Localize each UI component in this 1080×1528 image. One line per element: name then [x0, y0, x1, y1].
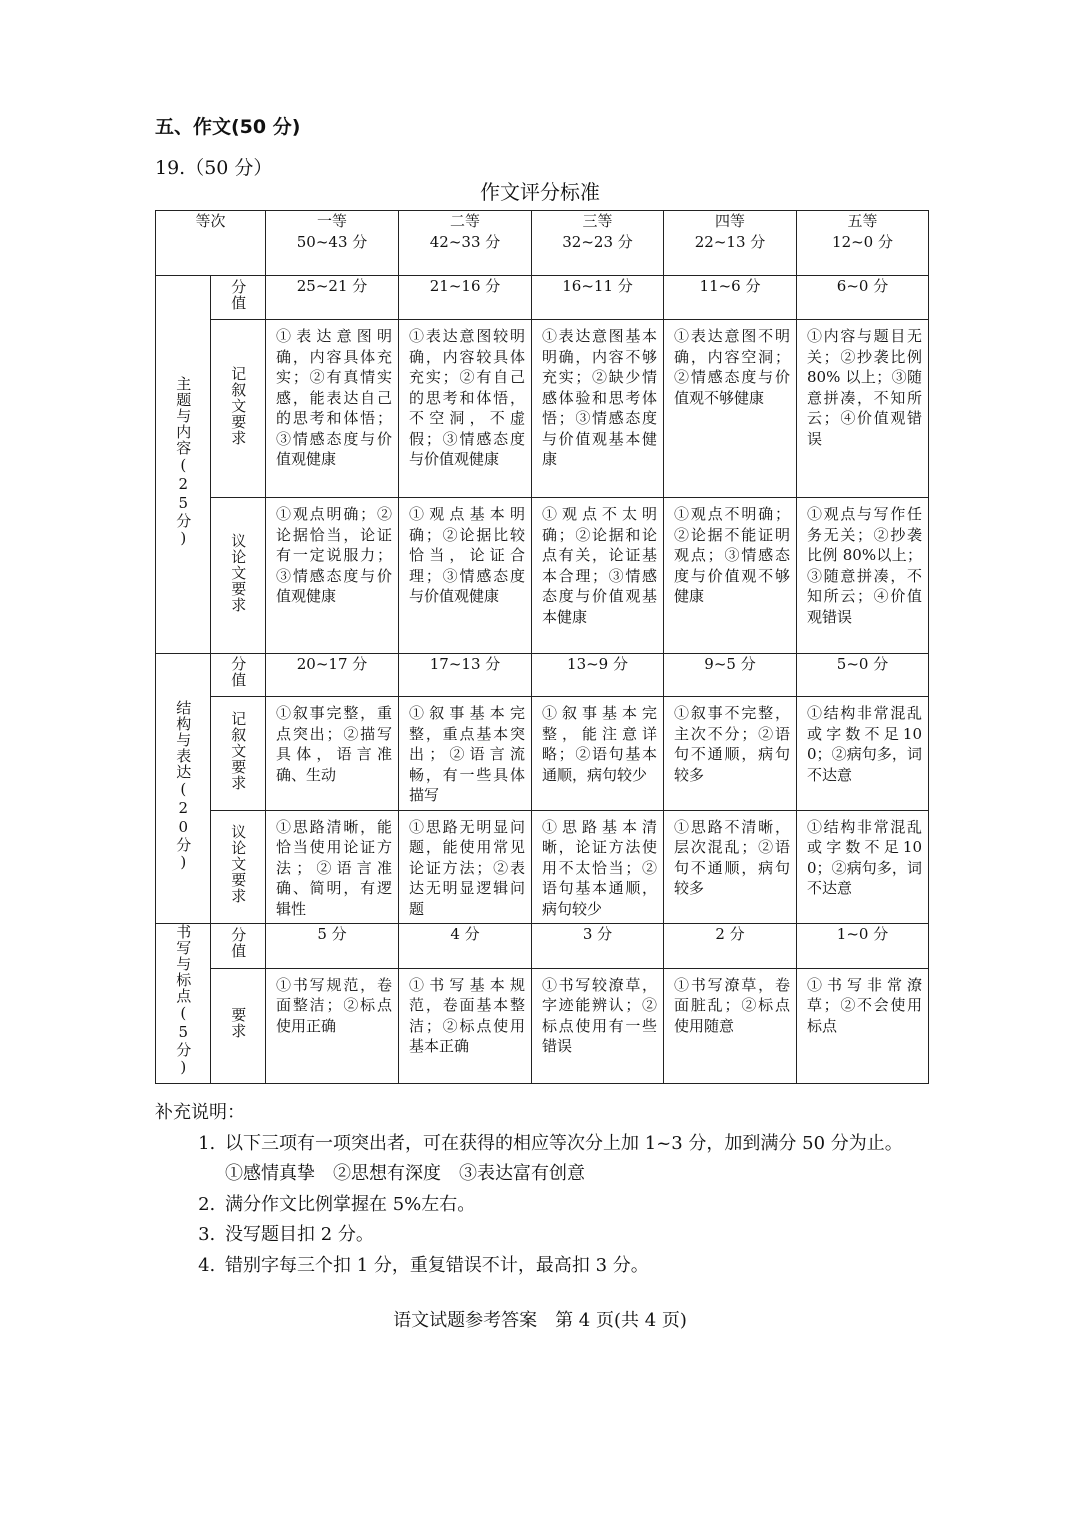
desc-cell: ①书写潦草，卷面脏乱；②标点使用随意: [664, 968, 797, 1083]
desc-cell: ①表达意图不明确，内容空洞；②情感态度与价值观不够健康: [664, 320, 797, 498]
section-title: 五、作文(50 分): [155, 116, 301, 138]
grade-name: 四等: [715, 212, 746, 230]
structure-argument-row: [156, 810, 929, 924]
grade-4: [664, 211, 797, 276]
desc-cell: ①观点不太明确；②论据和论点有关，论证基本合理；③情感态度与价值观基本健康: [532, 498, 664, 654]
score-cell: 21~16 分: [399, 276, 532, 320]
score-cell: 25~21 分: [266, 276, 399, 320]
desc-cell: ①结构非常混乱或字数不足100；②病句多，词不达意: [797, 810, 929, 924]
desc-cell: ①结构非常混乱或字数不足100；②病句多，词不达意: [797, 697, 929, 811]
argument-label: 议论文要求: [211, 498, 266, 654]
table-title: 作文评分标准: [480, 180, 600, 204]
structure-score-row: [156, 654, 929, 697]
grade-range: 12~0 分: [832, 232, 893, 251]
desc-cell: ①思路无明显问题，能使用常见论证方法；②表达无明显逻辑问题: [399, 810, 532, 924]
question-title: 19.（50 分）: [155, 157, 273, 179]
note-item-sub: ①感情真挚 ②思想有深度 ③表达富有创意: [225, 1163, 585, 1184]
rubric-table: [155, 210, 929, 1084]
notes-heading: 补充说明：: [155, 1102, 245, 1123]
desc-cell: ①书写非常潦草；②不会使用标点: [797, 968, 929, 1083]
desc-cell: ①观点明确；②论据恰当，论证有一定说服力；③情感态度与价值观健康: [266, 498, 399, 654]
score-cell: 13~9 分: [532, 654, 664, 697]
score-cell: 1~0 分: [797, 924, 929, 969]
page-footer: 语文试题参考答案 第 4 页(共 4 页): [393, 1310, 687, 1331]
score-cell: 5 分: [266, 924, 399, 969]
score-cell: 11~6 分: [664, 276, 797, 320]
writing-req-row: [156, 968, 929, 1083]
score-cell: 5~0 分: [797, 654, 929, 697]
score-label: 分值: [211, 924, 266, 969]
note-item: 3. 没写题目扣 2 分。: [221, 1220, 903, 1251]
grade-name: 五等: [847, 212, 878, 230]
score-cell: 16~11 分: [532, 276, 664, 320]
score-cell: 4 分: [399, 924, 532, 969]
desc-cell: ①思路基本清晰，论证方法使用不太恰当；②语句基本通顺，病句较少: [532, 810, 664, 924]
score-cell: 3 分: [532, 924, 664, 969]
note-item: 2. 满分作文比例掌握在 5%左右。: [221, 1190, 903, 1221]
desc-cell: ①思路清晰，能恰当使用论证方法；②语言准确、简明，有逻辑性: [266, 810, 399, 924]
theme-argument-row: [156, 498, 929, 654]
theme-narrative-row: [156, 320, 929, 498]
grade-2: [399, 211, 532, 276]
desc-cell: ①叙事基本完整，重点基本突出；②语言流畅，有一些具体描写: [399, 697, 532, 811]
grade-1: [266, 211, 399, 276]
score-label: 分值: [211, 654, 266, 697]
theme-category: 主题与内容(25分): [156, 276, 211, 654]
desc-cell: ①观点与写作任务无关；②抄袭比例 80%以上；③随意拼凑，不知所云；④价值观错误: [797, 498, 929, 654]
req-label: 要求: [211, 968, 266, 1083]
grade-range: 42~33 分: [429, 232, 501, 251]
desc-cell: ①思路不清晰，层次混乱；②语句不通顺，病句较多: [664, 810, 797, 924]
desc-cell: ①表达意图基本明确，内容不够充实；②缺少情感体验和思考体悟；③情感态度与价值观基本健康: [532, 320, 664, 498]
desc-cell: ①书写规范，卷面整洁；②标点使用正确: [266, 968, 399, 1083]
narrative-label: 记叙文要求: [211, 697, 266, 811]
grade-name: 一等: [317, 212, 348, 230]
grade-range: 22~13 分: [694, 232, 766, 251]
desc-cell: ①书写基本规范，卷面基本整洁；②标点使用基本正确: [399, 968, 532, 1083]
grade-range: 50~43 分: [296, 232, 368, 251]
desc-cell: ①内容与题目无关；②抄袭比例 80% 以上；③随意拼凑，不知所云；④价值观错误: [797, 320, 929, 498]
grade-range: 32~23 分: [562, 232, 633, 251]
desc-cell: ①表达意图明确，内容具体充实；②有真情实感，能表达自己的思考和体悟；③情感态度与价值观健康: [266, 320, 399, 498]
notes-list: [155, 1129, 903, 1282]
desc-cell: ①书写较潦草，字迹能辨认；②标点使用有一些错误: [532, 968, 664, 1083]
writing-category: 书写与标点(5分): [156, 924, 211, 1084]
grade-name: 三等: [582, 212, 613, 230]
score-cell: 2 分: [664, 924, 797, 969]
structure-narrative-row: [156, 697, 929, 811]
desc-cell: ①叙事基本完整，能注意详略；②语句基本通顺，病句较少: [532, 697, 664, 811]
score-cell: 17~13 分: [399, 654, 532, 697]
narrative-label: 记叙文要求: [211, 320, 266, 498]
argument-label: 议论文要求: [211, 810, 266, 924]
desc-cell: ①观点不明确；②论据不能证明观点；③情感态度与价值观不够健康: [664, 498, 797, 654]
score-cell: 9~5 分: [664, 654, 797, 697]
desc-cell: ①表达意图较明确，内容较具体充实；②有自己的思考和体悟，不空洞，不虚假；③情感态度与价值观健康: [399, 320, 532, 498]
score-cell: 20~17 分: [266, 654, 399, 697]
note-item: 4. 错别字每三个扣 1 分，重复错误不计，最高扣 3 分。: [221, 1251, 903, 1282]
grade-header-label: 等次: [156, 211, 266, 276]
writing-score-row: [156, 924, 929, 969]
desc-cell: ①叙事不完整，主次不分；②语句不通顺，病句较多: [664, 697, 797, 811]
structure-category: 结构与表达(20分): [156, 654, 211, 924]
header-row: [156, 211, 929, 276]
desc-cell: ①叙事完整，重点突出；②描写具体，语言准确、生动: [266, 697, 399, 811]
theme-score-row: [156, 276, 929, 320]
supplementary-notes: [155, 1098, 903, 1281]
note-item: 1. 以下三项有一项突出者，可在获得的相应等次分上加 1~3 分，加到满分 50 分为止。: [221, 1129, 903, 1160]
grade-5: [797, 211, 929, 276]
grade-3: [532, 211, 664, 276]
desc-cell: ①观点基本明确；②论据比较恰当，论证合理；③情感态度与价值观健康: [399, 498, 532, 654]
score-label: 分值: [211, 276, 266, 320]
score-cell: 6~0 分: [797, 276, 929, 320]
grade-name: 二等: [450, 212, 481, 230]
